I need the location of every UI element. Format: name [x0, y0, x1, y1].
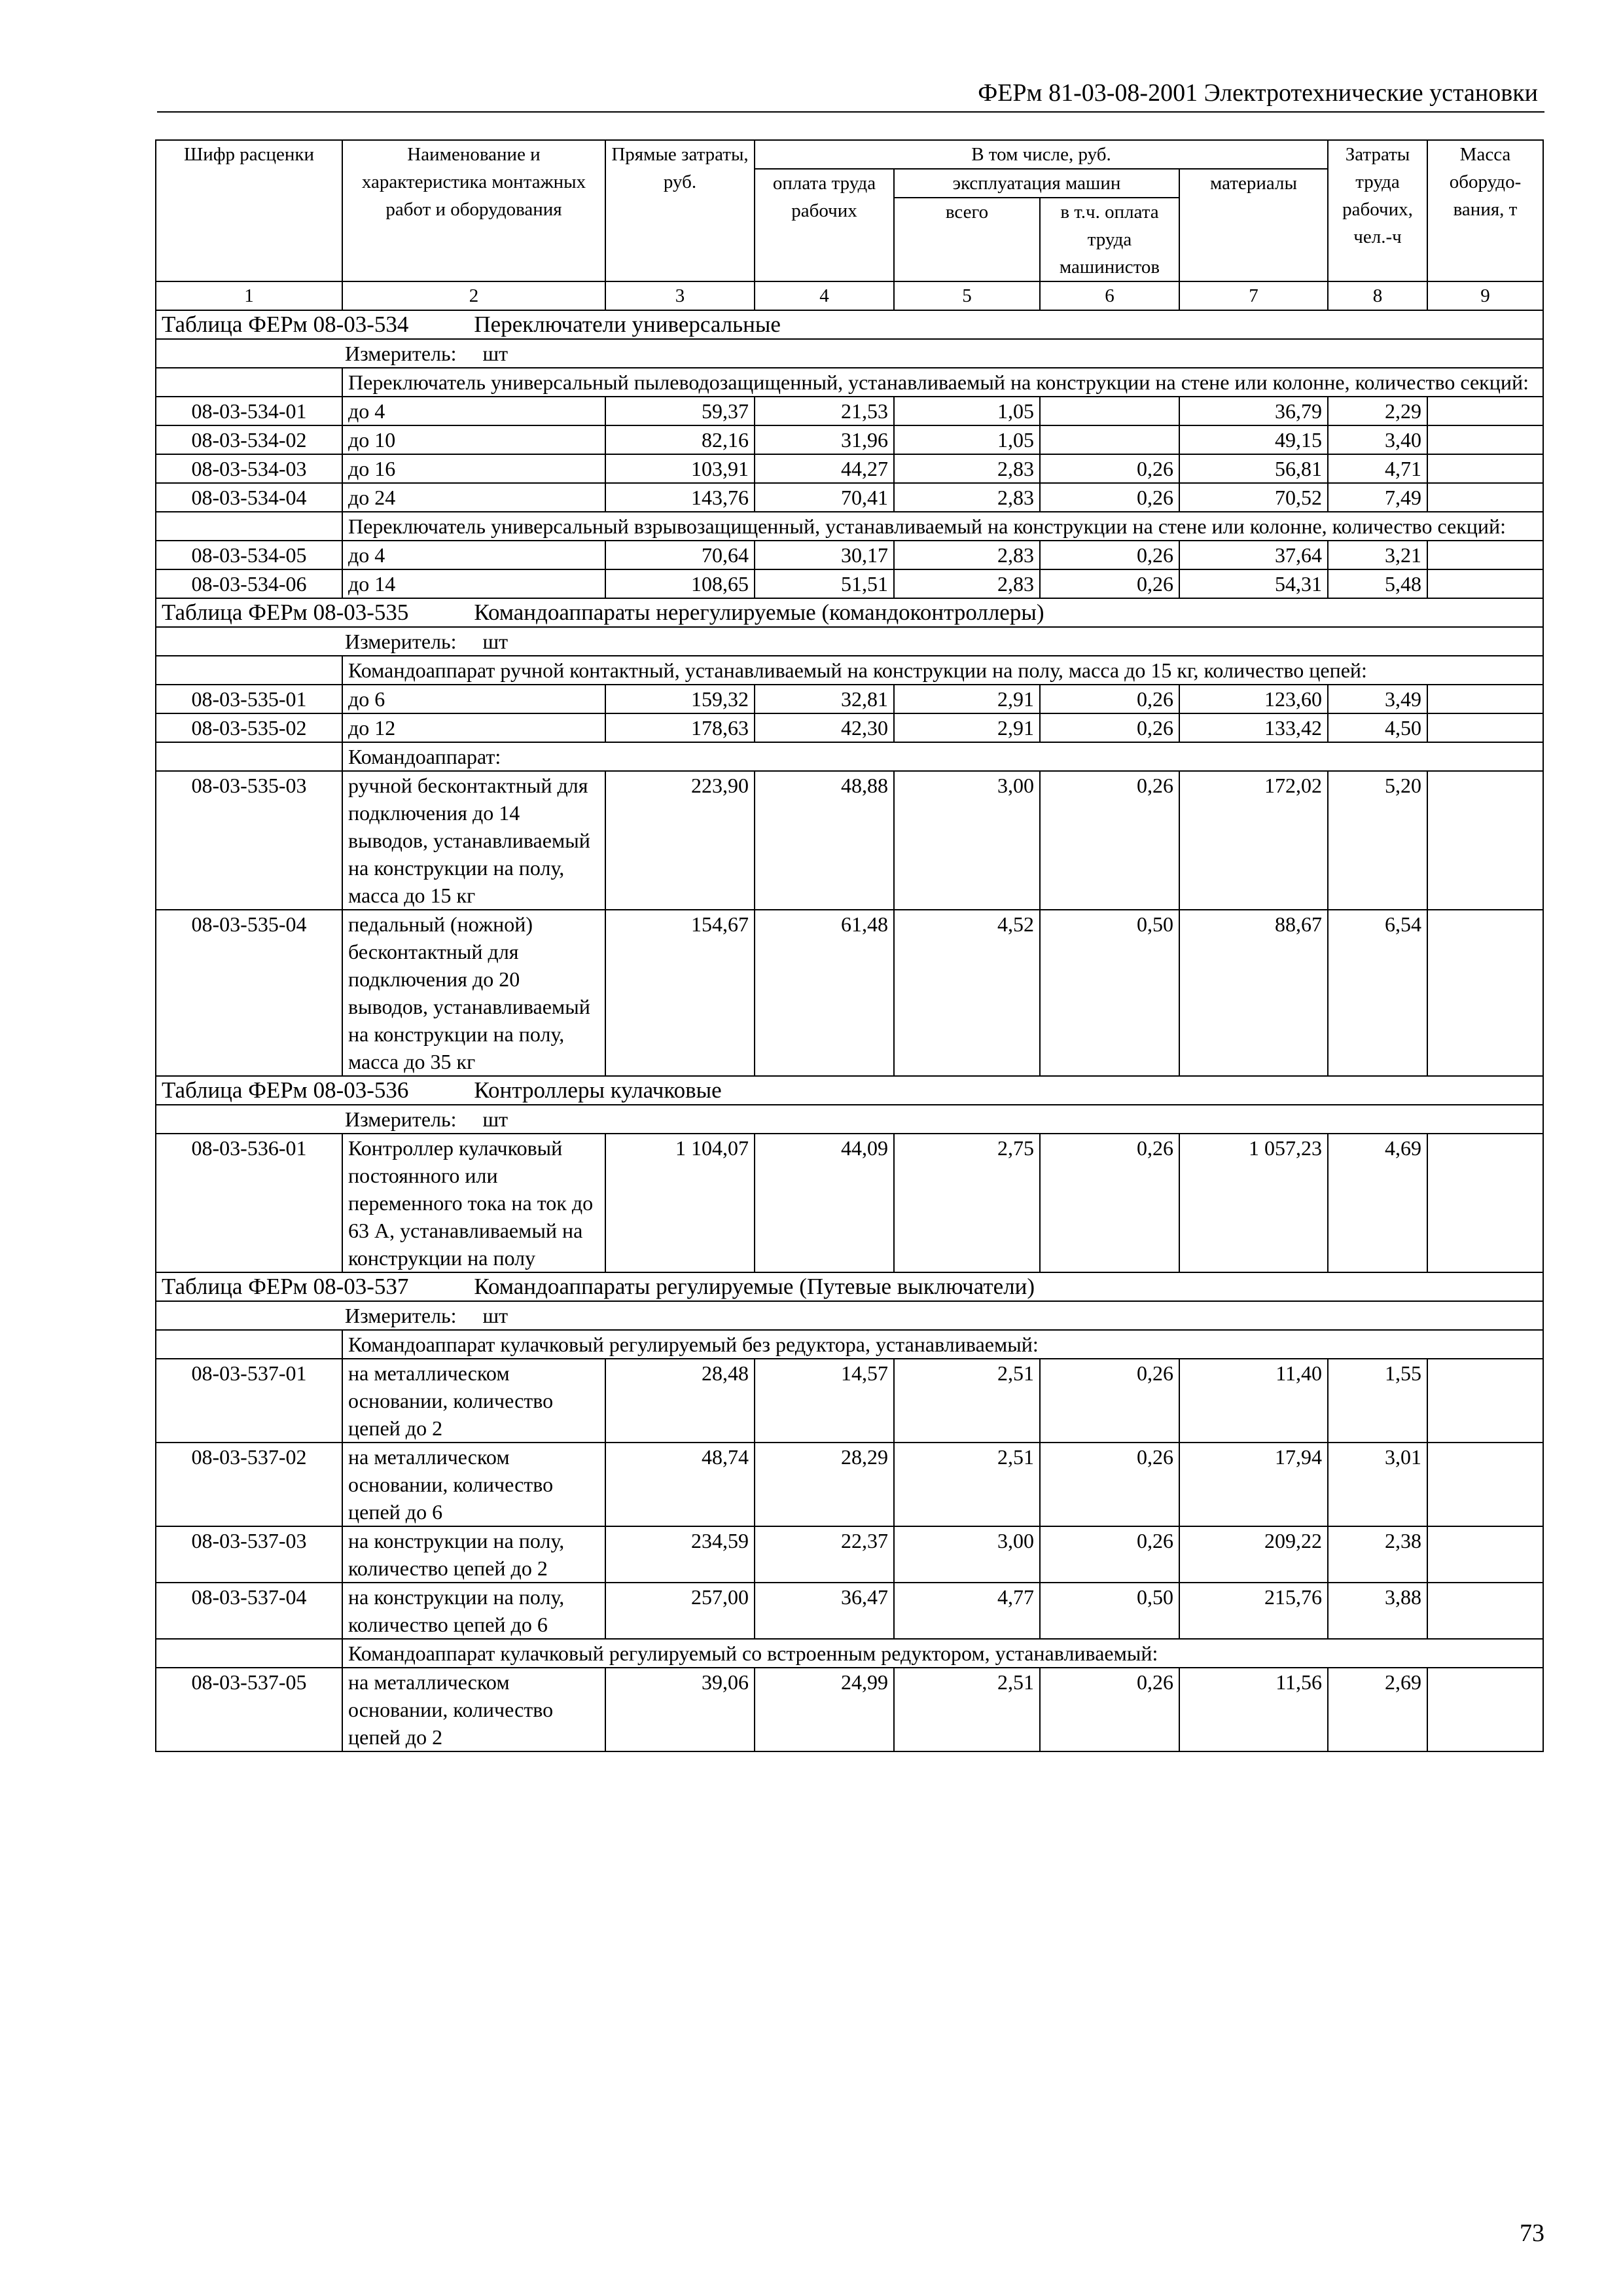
machines-total: 2,75 — [894, 1134, 1040, 1272]
col-mass-header: Масса оборудо-вания, т — [1427, 140, 1543, 281]
empty-code-cell — [156, 1330, 342, 1359]
operators-pay: 0,26 — [1040, 1668, 1179, 1751]
meter-label: Измеритель: — [345, 1304, 457, 1327]
meter-unit: шт — [482, 342, 508, 365]
labor-pay: 51,51 — [755, 569, 894, 598]
work-name: до 14 — [342, 569, 605, 598]
equipment-mass — [1427, 569, 1543, 598]
table-title-row — [156, 598, 1543, 627]
table-number: Таблица ФЕРм 08-03-537 — [162, 1274, 409, 1299]
labor-pay: 44,27 — [755, 454, 894, 483]
direct-cost: 143,76 — [605, 483, 755, 512]
materials-cost: 54,31 — [1179, 569, 1328, 598]
table-row — [156, 1134, 1543, 1272]
operators-pay: 0,26 — [1040, 1443, 1179, 1526]
rate-code: 08-03-535-02 — [156, 713, 342, 742]
labor-pay: 48,88 — [755, 771, 894, 910]
direct-cost: 234,59 — [605, 1526, 755, 1583]
rate-code: 08-03-537-02 — [156, 1443, 342, 1526]
meter-label: Измеритель: — [345, 630, 457, 653]
work-name: до 4 — [342, 397, 605, 425]
machines-total: 2,91 — [894, 685, 1040, 713]
operators-pay: 0,26 — [1040, 1526, 1179, 1583]
table-row — [156, 910, 1543, 1076]
labor-pay: 36,47 — [755, 1583, 894, 1639]
machines-total: 1,05 — [894, 397, 1040, 425]
work-name: на металлическом основании, количество цепей до 2 — [342, 1668, 605, 1751]
group-description: Командоаппарат кулачковый регулируемый со встроенным редуктором, устанавливаемый: — [342, 1639, 1543, 1668]
rate-code: 08-03-535-01 — [156, 685, 342, 713]
equipment-mass — [1427, 1359, 1543, 1443]
machines-total: 2,51 — [894, 1443, 1040, 1526]
operators-pay: 0,26 — [1040, 771, 1179, 910]
materials-cost: 215,76 — [1179, 1583, 1328, 1639]
table-title-cell — [156, 1076, 1543, 1105]
table-title-cell — [156, 598, 1543, 627]
work-name: на конструкции на полу, количество цепей до 6 — [342, 1583, 605, 1639]
column-number: 4 — [755, 281, 894, 310]
table-row — [156, 569, 1543, 598]
work-name: на металлическом основании, количество цепей до 2 — [342, 1359, 605, 1443]
page-number: 73 — [1520, 2219, 1544, 2247]
labor-hours: 6,54 — [1328, 910, 1427, 1076]
col-name-header: Наименование и характеристика монтажных работ и оборудования — [342, 140, 605, 281]
column-numbers-row — [156, 281, 1543, 310]
work-name: педальный (ножной) бесконтактный для подключения до 20 выводов, устанавливаемый на конструкции на полу, масса до 35 кг — [342, 910, 605, 1076]
machines-total: 4,77 — [894, 1583, 1040, 1639]
empty-code-cell — [156, 512, 342, 541]
group-description-row — [156, 656, 1543, 685]
col-machines-header: эксплуатация машин — [894, 169, 1179, 198]
equipment-mass — [1427, 454, 1543, 483]
rate-code: 08-03-534-05 — [156, 541, 342, 569]
meter-label: Измеритель: — [345, 342, 457, 365]
direct-cost: 223,90 — [605, 771, 755, 910]
operators-pay — [1040, 397, 1179, 425]
col-laborcost-header: Затраты труда рабочих, чел.-ч — [1328, 140, 1427, 281]
direct-cost: 48,74 — [605, 1443, 755, 1526]
meter-cell — [156, 1301, 1543, 1330]
equipment-mass — [1427, 1583, 1543, 1639]
rate-code: 08-03-537-04 — [156, 1583, 342, 1639]
labor-hours: 1,55 — [1328, 1359, 1427, 1443]
direct-cost: 257,00 — [605, 1583, 755, 1639]
equipment-mass — [1427, 1526, 1543, 1583]
table-row — [156, 1359, 1543, 1443]
rate-code: 08-03-537-05 — [156, 1668, 342, 1751]
direct-cost: 108,65 — [605, 569, 755, 598]
materials-cost: 56,81 — [1179, 454, 1328, 483]
column-number: 3 — [605, 281, 755, 310]
rate-code: 08-03-534-06 — [156, 569, 342, 598]
direct-cost: 178,63 — [605, 713, 755, 742]
labor-hours: 7,49 — [1328, 483, 1427, 512]
rates-body — [156, 310, 1543, 1751]
meter-row — [156, 1105, 1543, 1134]
col-labor-header: оплата труда рабочих — [755, 169, 894, 281]
labor-hours: 4,50 — [1328, 713, 1427, 742]
table-number: Таблица ФЕРм 08-03-534 — [162, 312, 409, 337]
document-title: ФЕРм 81-03-08-2001 Электротехнические установки — [978, 79, 1538, 107]
group-description-row — [156, 368, 1543, 397]
group-description: Командоаппарат кулачковый регулируемый без редуктора, устанавливаемый: — [342, 1330, 1543, 1359]
labor-hours: 2,38 — [1328, 1526, 1427, 1583]
direct-cost: 82,16 — [605, 425, 755, 454]
group-description-row — [156, 1639, 1543, 1668]
meter-cell — [156, 627, 1543, 656]
machines-total: 2,83 — [894, 454, 1040, 483]
labor-pay: 42,30 — [755, 713, 894, 742]
table-title: Командоаппараты нерегулируемые (командоконтроллеры) — [474, 600, 1044, 625]
meter-unit: шт — [482, 1107, 508, 1131]
labor-hours: 4,69 — [1328, 1134, 1427, 1272]
labor-hours: 2,69 — [1328, 1668, 1427, 1751]
table-title-row — [156, 310, 1543, 339]
labor-hours: 3,88 — [1328, 1583, 1427, 1639]
group-description: Командоаппарат: — [342, 742, 1543, 771]
meter-row — [156, 627, 1543, 656]
group-description-row — [156, 512, 1543, 541]
empty-code-cell — [156, 656, 342, 685]
table-row — [156, 425, 1543, 454]
rates-table — [155, 139, 1544, 1752]
column-number: 1 — [156, 281, 342, 310]
table-title: Контроллеры кулачковые — [474, 1077, 722, 1103]
direct-cost: 59,37 — [605, 397, 755, 425]
table-row — [156, 454, 1543, 483]
equipment-mass — [1427, 1443, 1543, 1526]
machines-total: 2,83 — [894, 483, 1040, 512]
work-name: ручной бесконтактный для подключения до 14 выводов, устанавливаемый на конструкции на полу, масса до 15 кг — [342, 771, 605, 910]
materials-cost: 37,64 — [1179, 541, 1328, 569]
machines-total: 2,83 — [894, 569, 1040, 598]
labor-pay: 24,99 — [755, 1668, 894, 1751]
equipment-mass — [1427, 685, 1543, 713]
materials-cost: 11,56 — [1179, 1668, 1328, 1751]
col-direct-header: Прямые затраты, руб. — [605, 140, 755, 281]
col-incl-header: В том числе, руб. — [755, 140, 1328, 169]
labor-hours: 3,49 — [1328, 685, 1427, 713]
rate-code: 08-03-537-01 — [156, 1359, 342, 1443]
materials-cost: 123,60 — [1179, 685, 1328, 713]
materials-cost: 49,15 — [1179, 425, 1328, 454]
machines-total: 4,52 — [894, 910, 1040, 1076]
table-title-row — [156, 1272, 1543, 1301]
rate-code: 08-03-535-04 — [156, 910, 342, 1076]
direct-cost: 103,91 — [605, 454, 755, 483]
table-row — [156, 1583, 1543, 1639]
work-name: до 12 — [342, 713, 605, 742]
equipment-mass — [1427, 397, 1543, 425]
operators-pay: 0,50 — [1040, 1583, 1179, 1639]
materials-cost: 133,42 — [1179, 713, 1328, 742]
table-number: Таблица ФЕРм 08-03-536 — [162, 1077, 409, 1103]
empty-code-cell — [156, 742, 342, 771]
table-row — [156, 1443, 1543, 1526]
empty-code-cell — [156, 1639, 342, 1668]
equipment-mass — [1427, 1134, 1543, 1272]
equipment-mass — [1427, 910, 1543, 1076]
equipment-mass — [1427, 771, 1543, 910]
group-description: Командоаппарат ручной контактный, устанавливаемый на конструкции на полу, масса до 15 кг, количество цепей: — [342, 656, 1543, 685]
rate-code: 08-03-537-03 — [156, 1526, 342, 1583]
group-description-row — [156, 1330, 1543, 1359]
materials-cost: 88,67 — [1179, 910, 1328, 1076]
group-description: Переключатель универсальный взрывозащищенный, устанавливаемый на конструкции на стене или колонне, количество секций: — [342, 512, 1543, 541]
machines-total: 3,00 — [894, 771, 1040, 910]
meter-label: Измеритель: — [345, 1107, 457, 1131]
labor-hours: 3,40 — [1328, 425, 1427, 454]
machines-total: 2,91 — [894, 713, 1040, 742]
work-name: на конструкции на полу, количество цепей до 2 — [342, 1526, 605, 1583]
rate-code: 08-03-534-04 — [156, 483, 342, 512]
equipment-mass — [1427, 541, 1543, 569]
equipment-mass — [1427, 713, 1543, 742]
operators-pay — [1040, 425, 1179, 454]
work-name: до 16 — [342, 454, 605, 483]
column-number: 7 — [1179, 281, 1328, 310]
meter-row — [156, 339, 1543, 368]
table-row — [156, 1526, 1543, 1583]
work-name: до 4 — [342, 541, 605, 569]
labor-pay: 22,37 — [755, 1526, 894, 1583]
machines-total: 2,51 — [894, 1359, 1040, 1443]
work-name: до 24 — [342, 483, 605, 512]
page-header — [157, 72, 1544, 113]
labor-hours: 5,20 — [1328, 771, 1427, 910]
machines-total: 2,83 — [894, 541, 1040, 569]
rate-code: 08-03-535-03 — [156, 771, 342, 910]
labor-hours: 2,29 — [1328, 397, 1427, 425]
operators-pay: 0,26 — [1040, 541, 1179, 569]
table-title: Переключатели универсальные — [474, 312, 781, 337]
labor-hours: 3,21 — [1328, 541, 1427, 569]
work-name: на металлическом основании, количество цепей до 6 — [342, 1443, 605, 1526]
column-number: 8 — [1328, 281, 1427, 310]
materials-cost: 209,22 — [1179, 1526, 1328, 1583]
meter-row — [156, 1301, 1543, 1330]
table-title-cell — [156, 1272, 1543, 1301]
operators-pay: 0,26 — [1040, 454, 1179, 483]
direct-cost: 1 104,07 — [605, 1134, 755, 1272]
rate-code: 08-03-534-01 — [156, 397, 342, 425]
materials-cost: 172,02 — [1179, 771, 1328, 910]
table-row — [156, 541, 1543, 569]
column-number: 2 — [342, 281, 605, 310]
materials-cost: 36,79 — [1179, 397, 1328, 425]
direct-cost: 159,32 — [605, 685, 755, 713]
column-number: 6 — [1040, 281, 1179, 310]
materials-cost: 17,94 — [1179, 1443, 1328, 1526]
rate-code: 08-03-536-01 — [156, 1134, 342, 1272]
materials-cost: 70,52 — [1179, 483, 1328, 512]
labor-hours: 5,48 — [1328, 569, 1427, 598]
materials-cost: 1 057,23 — [1179, 1134, 1328, 1272]
machines-total: 1,05 — [894, 425, 1040, 454]
empty-code-cell — [156, 368, 342, 397]
labor-pay: 21,53 — [755, 397, 894, 425]
group-description: Переключатель универсальный пылеводозащищенный, устанавливаемый на конструкции на стене или колонне, количество секций: — [342, 368, 1543, 397]
table-row — [156, 483, 1543, 512]
table-row — [156, 771, 1543, 910]
group-description-row — [156, 742, 1543, 771]
meter-cell — [156, 1105, 1543, 1134]
direct-cost: 39,06 — [605, 1668, 755, 1751]
direct-cost: 154,67 — [605, 910, 755, 1076]
table-row — [156, 1668, 1543, 1751]
rate-code: 08-03-534-02 — [156, 425, 342, 454]
direct-cost: 28,48 — [605, 1359, 755, 1443]
rate-code: 08-03-534-03 — [156, 454, 342, 483]
table-row — [156, 685, 1543, 713]
labor-pay: 32,81 — [755, 685, 894, 713]
work-name: до 6 — [342, 685, 605, 713]
operators-pay: 0,50 — [1040, 910, 1179, 1076]
work-name: Контроллер кулачковый постоянного или переменного тока на ток до 63 А, устанавливаемый на конструкции на полу — [342, 1134, 605, 1272]
direct-cost: 70,64 — [605, 541, 755, 569]
table-title-row — [156, 1076, 1543, 1105]
col-code-header: Шифр расценки — [156, 140, 342, 281]
table-title-cell — [156, 310, 1543, 339]
equipment-mass — [1427, 483, 1543, 512]
work-name: до 10 — [342, 425, 605, 454]
operators-pay: 0,26 — [1040, 685, 1179, 713]
col-operators-header: в т.ч. оплата труда машинистов — [1040, 198, 1179, 281]
labor-hours: 4,71 — [1328, 454, 1427, 483]
column-number: 9 — [1427, 281, 1543, 310]
operators-pay: 0,26 — [1040, 1359, 1179, 1443]
col-materials-header: материалы — [1179, 169, 1328, 281]
meter-unit: шт — [482, 1304, 508, 1327]
machines-total: 2,51 — [894, 1668, 1040, 1751]
labor-pay: 70,41 — [755, 483, 894, 512]
labor-pay: 31,96 — [755, 425, 894, 454]
col-total-header: всего — [894, 198, 1040, 281]
column-number: 5 — [894, 281, 1040, 310]
labor-pay: 28,29 — [755, 1443, 894, 1526]
labor-hours: 3,01 — [1328, 1443, 1427, 1526]
labor-pay: 44,09 — [755, 1134, 894, 1272]
operators-pay: 0,26 — [1040, 1134, 1179, 1272]
operators-pay: 0,26 — [1040, 713, 1179, 742]
machines-total: 3,00 — [894, 1526, 1040, 1583]
materials-cost: 11,40 — [1179, 1359, 1328, 1443]
table-row — [156, 713, 1543, 742]
labor-pay: 30,17 — [755, 541, 894, 569]
operators-pay: 0,26 — [1040, 483, 1179, 512]
table-title: Командоаппараты регулируемые (Путевые выключатели) — [474, 1274, 1035, 1299]
equipment-mass — [1427, 425, 1543, 454]
equipment-mass — [1427, 1668, 1543, 1751]
labor-pay: 61,48 — [755, 910, 894, 1076]
table-row — [156, 397, 1543, 425]
table-number: Таблица ФЕРм 08-03-535 — [162, 600, 409, 625]
meter-unit: шт — [482, 630, 508, 653]
operators-pay: 0,26 — [1040, 569, 1179, 598]
labor-pay: 14,57 — [755, 1359, 894, 1443]
meter-cell — [156, 339, 1543, 368]
